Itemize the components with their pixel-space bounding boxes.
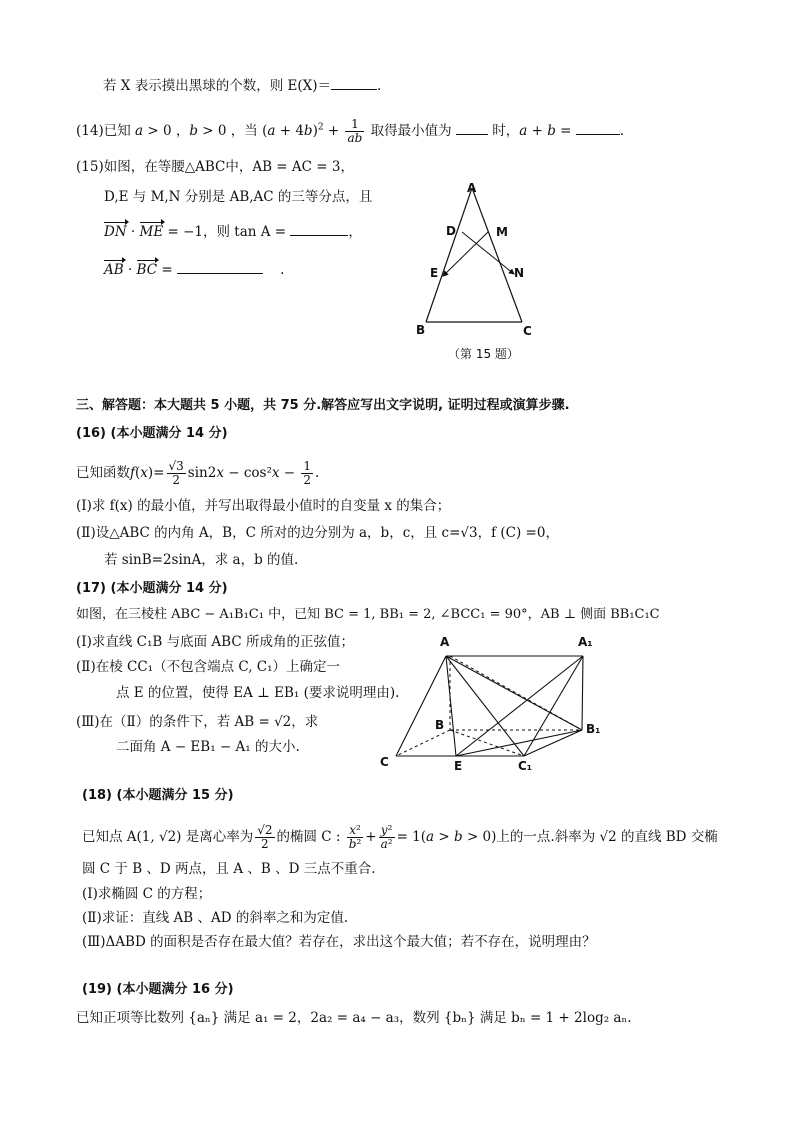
label-m: M [496,225,508,239]
q18-head: (18) (本小题满分 15 分) [82,788,234,803]
label-a: A [440,635,450,649]
label-b1: B₁ [586,722,601,736]
label-b: B [416,323,426,336]
q18-part3: (Ⅲ)ΔABD 的面积是否存在最大值？若存在，求出这个最大值；若不存在，说明理由？ [82,934,596,950]
prism-figure [378,632,608,778]
q19-head: (19) (本小题满分 16 分) [82,982,234,997]
q17-intro: 如图，在三棱柱 ABC − A₁B₁C₁ 中，已知 BC = 1, BB₁ = 2, ∠BCC₁ = 90°，AB ⊥ 侧面 BB₁C₁C [76,607,660,622]
label-b: B [435,718,445,732]
fraction: $\frac{1}{ab}$ [347,117,363,145]
section-title: 三、解答题：本大题共 5 小题，共 75 分.解答应写出文字说明, 证明过程或演算步骤. [76,398,570,413]
answer-blank [331,77,377,90]
answer-blank [576,122,620,135]
answer-blank [456,122,488,135]
q17-part2a: (Ⅱ)在棱 CC₁（不包含端点 C, C₁）上确定一 [76,659,341,675]
q16-part2b: 若 sinB=2sinA，求 a，b 的值. [104,552,299,568]
q17-part3a: (Ⅲ)在（Ⅱ）的条件下，若 AB = √2，求 [76,714,319,730]
label-n: N [514,266,525,280]
figure-15-caption: （第 15 题） [448,347,519,361]
side-ac [472,188,525,322]
q15-line3: DN · ME = −1，则 tan A = ， [104,224,362,240]
label-e: E [454,759,463,773]
fraction: $\frac{\text{x²}}{\text{b²}}$ [348,823,362,851]
q16-part2: (Ⅱ)设△ABC 的内角 A，B，C 所对的边分别为 a，b，c，且 c=√3，f (C) =0， [76,525,559,541]
q18-part2: (Ⅱ)求证：直线 AB 、AD 的斜率之和为定值. [82,910,349,926]
q16-part1: (Ⅰ)求 f(x) 的最小值，并写出取得最小值时的自变量 x 的集合； [76,498,451,514]
q18-line1: 已知点 A(1, √2) 是离心率为 $\frac{√2}{2}$ 的椭圆 C : $\frac{\text{x²}}{\text{b²}}$ + $\frac{\text{y²}}{\text{a²}}$ = 1(a > b > 0)上的一点.斜率为 √2 的直线 BD 交椭 [82,823,718,851]
q17-part1: (Ⅰ)求直线 C₁B 与底面 ABC 所成角的正弦值； [76,634,354,650]
fraction: $\frac{\text{y²}}{\text{a²}}$ [380,823,393,851]
answer-blank [177,261,263,274]
label-a1: A₁ [578,635,593,649]
label-e: E [430,266,439,280]
q14: (14)已知 a > 0 ，b > 0 ，当 $(a + 4b)^2$ + $\frac{1}{ab}$ 取得最小值为 时，a + b = . [76,117,625,145]
label-c: C [380,755,389,769]
q18-part1: (Ⅰ)求椭圆 C 的方程； [82,886,212,902]
fraction: $\frac{√2}{2}$ [257,823,273,851]
q17-part3b: 二面角 A − EB₁ − A₁ 的大小. [116,739,300,755]
q13-tail: 若 X 表示摸出黑球的个数，则 E(X)＝ . [103,78,382,94]
q15-line1: (15)如图，在等腰△ABC中，AB = AC = 3， [76,159,354,175]
q15-line4: AB · BC = . [104,262,285,278]
q16-head: (16) (本小题满分 14 分) [76,426,228,441]
q17-part2b: 点 E 的位置，使得 EA ⊥ EB₁ (要求说明理由). [116,685,400,701]
fraction: $\frac{√3}{2}$ [168,459,184,487]
label-c1: C₁ [518,759,533,773]
label-d: D [446,224,456,238]
q18-line2: 圆 C 于 B 、D 两点，且 A 、B 、D 三点不重合. [82,861,376,877]
fraction: $\frac{1}{2}$ [303,459,312,487]
triangle-figure [410,176,550,336]
q19-line1: 已知正项等比数列 {aₙ} 满足 a₁ = 2，2a₂ = a₄ − a₃，数列 {bₙ} 满足 bₙ = 1 + 2log₂ aₙ. [76,1010,632,1026]
q16-intro: 已知函数f(x)= $\frac{√3}{2}$ sin2x − cos²x − $\frac{1}{2}$ . [76,459,320,487]
label-c: C [523,324,532,336]
q17-head: (17) (本小题满分 14 分) [76,581,228,596]
q15-line2: D,E 与 M,N 分别是 AB,AC 的三等分点，且 [104,189,373,205]
answer-blank [290,223,348,236]
label-a: A [467,181,477,195]
